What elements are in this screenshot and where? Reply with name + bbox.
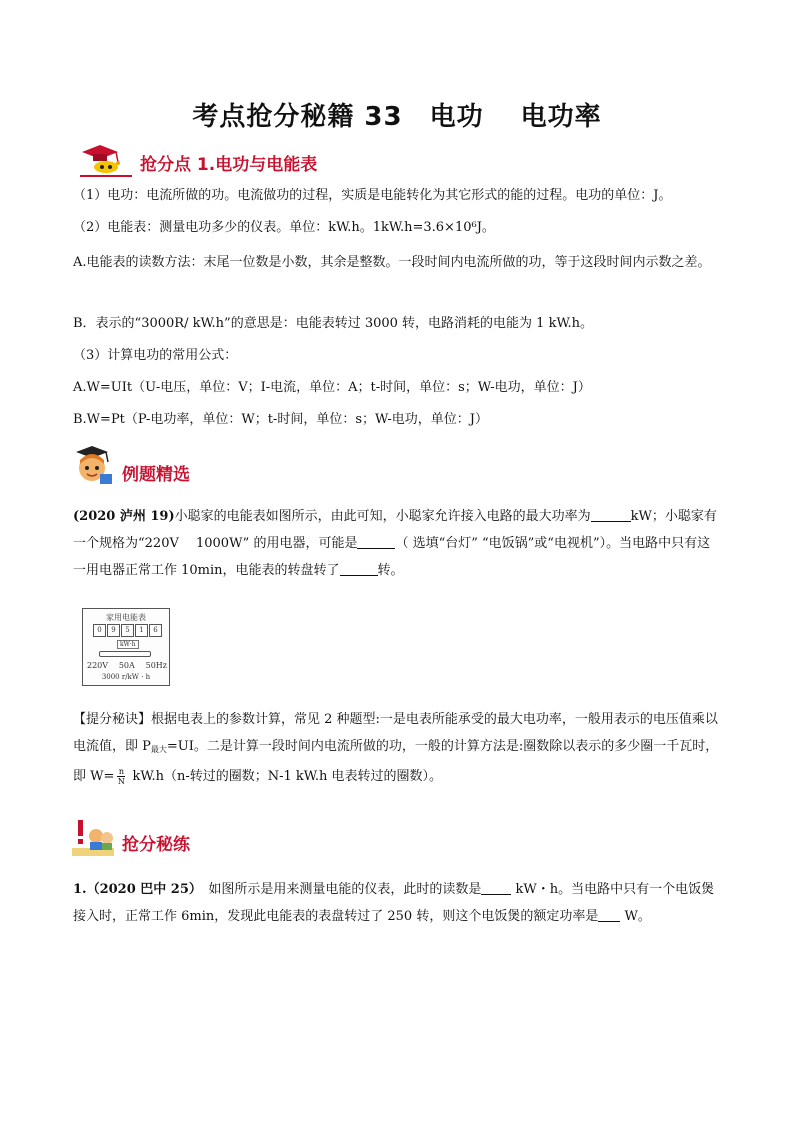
meter-specs bbox=[87, 661, 167, 670]
fraction-n-over-N: $\frac{n}{N}$ bbox=[117, 767, 125, 786]
practice-question-1: 1.（2020 巴中 25） 如图所示是用来测量电能的仪表，此时的读数是 kW・h。当电路中只有一个电饭煲接入时，正常工作 6min，发现此电能表的表盘转过了 250 转，则这个电饭煲的额定功率是 W。 bbox=[73, 882, 715, 924]
tip-paragraph: 【提分秘诀】根据电表上的参数计算，常见 2 种题型:一是电表所能承受的最大电功率，一般用表示的电压值乘以电流值，即 $P_{最大}=UI$。二是计算一段时间内电流所做的功，一般的计算方法是:圈数除以表示的多少圈一千瓦时，即 W= $\frac{n}{N}$ kW.h（n-转过的圈数；N-1 kW.h 电表转过的圈数）。 bbox=[73, 712, 719, 786]
paragraph-energy-meter: （2）电能表：测量电功多少的仪表。单位：kW.h。1kW.h=3.6×10⁶J。 bbox=[73, 220, 495, 235]
example-question: (2020 泸州 19)小聪家的电能表如图所示，由此可知，小聪家允许接入电路的最大功率为 kW；小聪家有一个规格为“220V 1000W” 的用电器，可能是 （ 选填“台灯” “电饭锅”或“电视机”）。当电路中只有这一用电器正常工作 10min，电能表的转盘转了 转。 bbox=[73, 509, 717, 578]
meter-digits bbox=[93, 624, 163, 637]
page-title: 考点抢分秘籍 33 电功 电功率 bbox=[192, 102, 602, 132]
paragraph-electric-work: （1）电功：电流所做的功。电流做功的过程，实质是电能转化为其它形式的能的过程。电功的单位：J。 bbox=[73, 188, 672, 203]
formula-w-uit: A.W=UIt（U-电压，单位：V；I-电流，单位：A；t-时间，单位：s；W-电功，单位：J） bbox=[73, 380, 591, 395]
answer-blank[interactable] bbox=[357, 534, 395, 549]
section-3-title: 抢分秘练 bbox=[122, 835, 190, 855]
section-heading-2 bbox=[70, 448, 190, 488]
meter-voltage: 220V bbox=[87, 661, 109, 670]
meter-digit: 6 bbox=[149, 624, 162, 637]
energy-meter-figure bbox=[82, 608, 170, 686]
answer-blank[interactable] bbox=[481, 880, 511, 895]
exclamation-kids-icon bbox=[70, 818, 116, 858]
student-cartoon-icon bbox=[70, 444, 116, 488]
meter-revolutions: 3000 r/kW · h bbox=[101, 673, 151, 681]
section-2-title: 例题精选 bbox=[122, 465, 190, 485]
section-1-title: 电功与电能表 bbox=[215, 155, 318, 175]
question-source: （2020 巴中 25） bbox=[86, 882, 196, 897]
meter-frequency: 50Hz bbox=[145, 661, 167, 670]
question-number: 1. bbox=[73, 882, 87, 897]
meter-digit: 9 bbox=[107, 624, 120, 637]
paragraph-3000r-meaning: B．表示的“3000R/ kW.h”的意思是：电能表转过 3000 转，电路消耗的电能为 1 kW.h。 bbox=[73, 316, 594, 331]
tip-heading: 【提分秘诀】 bbox=[73, 712, 152, 727]
meter-current: 50A bbox=[118, 661, 135, 670]
formula-w-pt: B.W=Pt（P-电功率，单位：W；t-时间，单位：s；W-电功，单位：J） bbox=[73, 412, 489, 427]
mortarboard-pencil-icon bbox=[78, 142, 134, 178]
meter-dial bbox=[99, 651, 151, 657]
paragraph-formulas-head: （3）计算电功的常用公式： bbox=[73, 348, 238, 363]
meter-digit: 1 bbox=[135, 624, 148, 637]
meter-digit: 0 bbox=[93, 624, 106, 637]
section-heading-3 bbox=[70, 818, 190, 858]
meter-digit: 5 bbox=[121, 624, 134, 637]
section-1-prefix: 抢分点 bbox=[140, 155, 197, 175]
answer-blank[interactable] bbox=[340, 561, 378, 576]
section-heading-1 bbox=[78, 138, 317, 178]
paragraph-reading-method: A.电能表的读数方法：末尾一位数是小数，其余是整数。一段时间内电流所做的功，等于这段时间内示数之差。 bbox=[73, 255, 711, 270]
answer-blank[interactable] bbox=[591, 507, 631, 522]
answer-blank[interactable] bbox=[598, 907, 620, 922]
meter-unit: kW·h bbox=[117, 640, 139, 649]
example-source: (2020 泸州 19) bbox=[73, 509, 175, 524]
meter-title: 家用电能表 bbox=[106, 613, 146, 622]
section-1-number: 1. bbox=[196, 155, 216, 175]
